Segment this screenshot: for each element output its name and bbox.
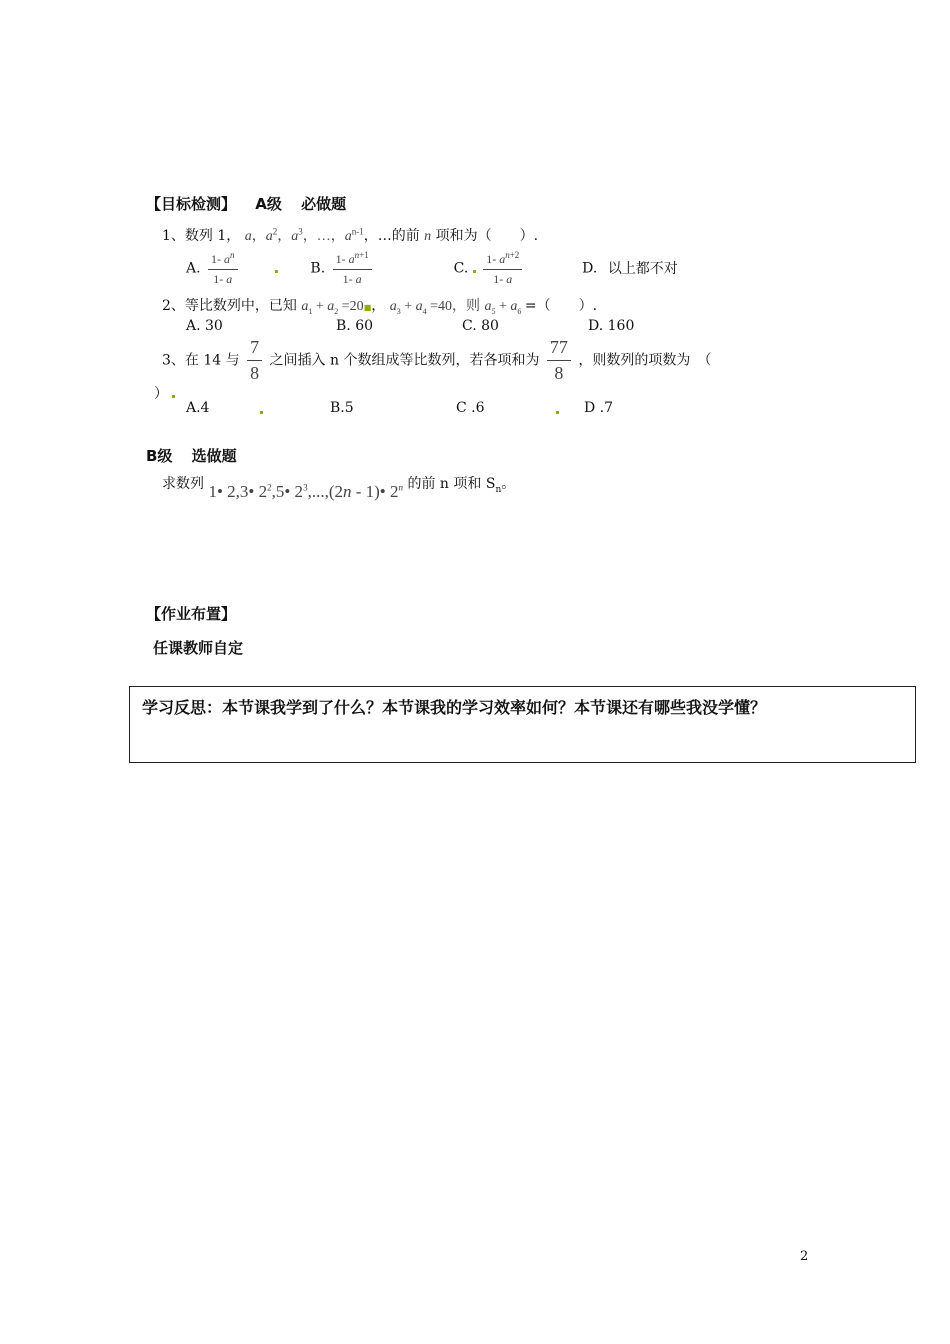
q2-expr1: $a_1 + a_2$ [301, 299, 339, 316]
q3-middle: 之间插入 n 个数组成等比数列，若各项和为 [269, 352, 540, 369]
q2-opt-d: D. 160 [588, 318, 635, 334]
level-label: A级 [255, 195, 282, 213]
qb-sub: n [495, 484, 502, 495]
q1-options [186, 250, 678, 287]
q3-frac-2: $\frac{77}{8}$ [547, 337, 571, 384]
q3-frac-1: $\frac{7}{8}$ [247, 337, 262, 384]
q1-suffix: ，…的前 [363, 228, 420, 244]
q2-opt-a: A. 30 [186, 318, 223, 334]
marker-dot [473, 270, 476, 273]
q3-opt-b: B.5 [330, 400, 354, 416]
homework-title: 【作业布置】 [146, 605, 237, 623]
section-title: 【目标检测】 [146, 195, 237, 213]
q1-seq: a，$a^2$，$a^3$，…，$a^{n-1}$ [244, 226, 364, 244]
section-b-title [146, 445, 237, 466]
homework-text: 任课教师自定 [153, 639, 244, 657]
q3-close-paren: ） [154, 386, 168, 402]
marker-dot: ■ [363, 303, 372, 312]
reflection-box [129, 686, 916, 763]
q2-opt-b: B. 60 [336, 318, 374, 334]
reflection-text: 学习反思：本节课我学到了什么？本节课我的学习效率如何？本节课还有哪些我没学懂？ [142, 698, 767, 717]
level-note: 选做题 [191, 447, 237, 465]
q1-prefix: 1、数列 1， [162, 228, 241, 244]
q1-n: n [424, 229, 432, 244]
question-b [162, 473, 516, 501]
level-note: 必做题 [301, 195, 347, 213]
marker-dot [260, 411, 263, 414]
marker-dot [275, 270, 278, 273]
marker-dot [556, 411, 559, 414]
level-label: B级 [146, 447, 173, 465]
q2-opt-c: C. 80 [462, 318, 499, 334]
q2-eq1: =20 [341, 299, 364, 314]
q3-suffix: ，则数列的项数为 （ [578, 352, 712, 369]
q1-opt-b-label: B. [310, 260, 326, 277]
q2-expr3: $a_5 + a_6$ [484, 299, 522, 316]
q1-opt-b-frac: $\frac{1- a^{n+1}}{1- a}$ [333, 250, 372, 287]
question-1 [162, 225, 538, 245]
section-a-title [146, 193, 346, 214]
q2-eq2: =40，则 [430, 299, 481, 314]
q2-text2: =（ ）. [524, 298, 598, 314]
q2-text1: 2、等比数列中，已知 [162, 298, 297, 314]
q3-opt-c: C .6 [456, 400, 485, 416]
qb-prefix: 求数列 [162, 476, 204, 492]
marker-dot [172, 395, 175, 398]
q1-opt-c-label: C. [453, 260, 469, 277]
page-number: 2 [800, 1249, 809, 1264]
question-3 [162, 337, 711, 384]
q3-opt-d: D .7 [584, 400, 614, 416]
q1-opt-a-label: A. [186, 260, 201, 277]
q1-tail: 项和为（ ）. [435, 228, 539, 244]
q2-expr2: $a_3 + a_4$ [389, 299, 427, 316]
q1-opt-d-label: D. [582, 260, 598, 277]
qb-suffix: 的前 n 项和 S [407, 476, 496, 492]
q1-opt-c-frac: $\frac{1- a^{n+2}}{1- a}$ [483, 250, 522, 287]
qb-end: 。 [501, 476, 516, 492]
q1-opt-a-frac: $\frac{1- a^n}{1- a}$ [208, 250, 238, 287]
q3-prefix: 3、在 14 与 [162, 352, 240, 369]
q3-line2 [154, 383, 175, 403]
qb-sequence: 1• 2,3• $2^2,5•$ $2^3,...,(2n$ - 1)• 2$^n$ [208, 482, 404, 501]
q1-opt-d-text: 以上都不对 [607, 260, 678, 277]
q3-opt-a: A.4 [186, 400, 210, 416]
question-2: 2、等比数列中，已知 $a_1 + a_2$ =20■， $a_3 + a_4 =40$，则 $a_5 + a_6$ =（ ）. [162, 298, 598, 316]
